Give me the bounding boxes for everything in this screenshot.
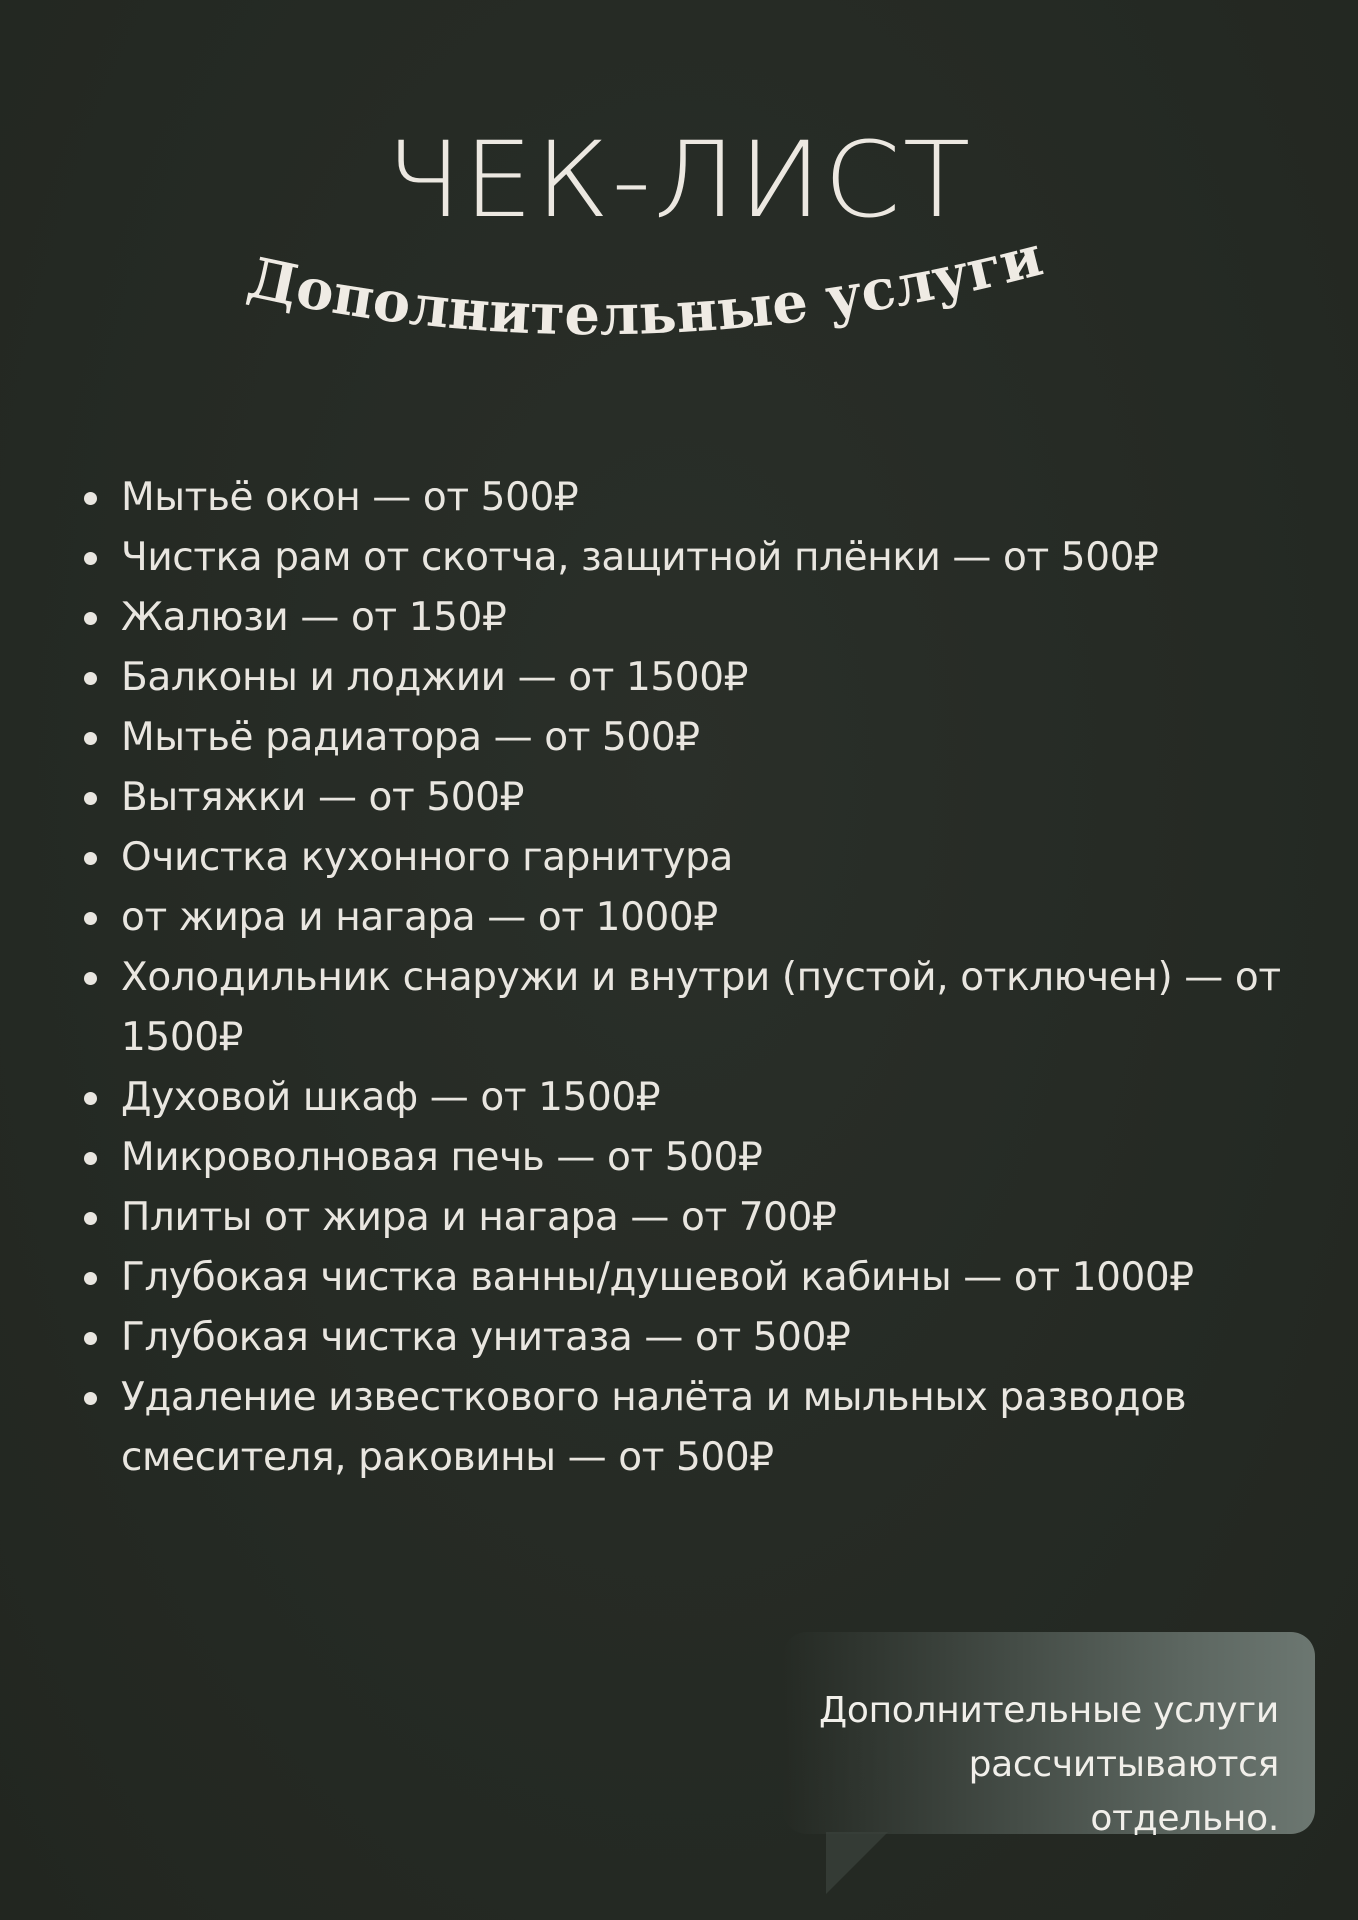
- service-label: Удаление известкового налёта и мыльных разводов смесителя, раковины — от 500₽: [121, 1375, 1187, 1480]
- service-label: Мытьё окон — от 500₽: [121, 475, 579, 520]
- bullet-icon: [84, 1272, 97, 1285]
- bullet-icon: [84, 732, 97, 745]
- bullet-icon: [84, 1152, 97, 1165]
- bullet-icon: [84, 912, 97, 925]
- list-item: [78, 948, 1338, 1068]
- subtitle-arc-text: Дополнительные услуги: [242, 222, 1049, 349]
- list-item: [78, 1368, 1338, 1488]
- bullet-icon: [84, 1212, 97, 1225]
- bullet-icon: [84, 552, 97, 565]
- service-label: Жалюзи — от 150₽: [121, 595, 507, 640]
- bullet-icon: [84, 852, 97, 865]
- note-line: Дополнительные услуги: [819, 1690, 1279, 1731]
- list-item: [78, 708, 1338, 768]
- service-label: Холодильник снаружи и внутри (пустой, отключен) — от 1500₽: [121, 955, 1281, 1060]
- list-item: [78, 1188, 1338, 1248]
- service-label: Очистка кухонного гарнитура: [121, 835, 733, 880]
- note-bubble: [783, 1632, 1315, 1839]
- note-line: рассчитываются отдельно.: [968, 1744, 1279, 1839]
- service-label: Духовой шкаф — от 1500₽: [121, 1075, 661, 1120]
- list-item: [78, 648, 1338, 708]
- service-label: Глубокая чистка ванны/душевой кабины — от 1000₽: [121, 1255, 1194, 1300]
- list-item: [78, 1128, 1338, 1188]
- bullet-icon: [84, 972, 97, 985]
- list-item: [78, 528, 1338, 588]
- bullet-icon: [84, 672, 97, 685]
- list-item: [78, 768, 1338, 828]
- bullet-icon: [84, 792, 97, 805]
- bullet-icon: [84, 1332, 97, 1345]
- bullet-icon: [84, 612, 97, 625]
- service-label: Микроволновая печь — от 500₽: [121, 1135, 763, 1180]
- bullet-icon: [84, 1092, 97, 1105]
- service-label: Глубокая чистка унитаза — от 500₽: [121, 1315, 851, 1360]
- list-item: [78, 588, 1338, 648]
- note-text: [799, 1684, 1279, 1846]
- service-label: от жира и нагара — от 1000₽: [121, 895, 718, 940]
- list-item: [78, 828, 1338, 888]
- subtitle-text: [242, 223, 1049, 348]
- list-item: [78, 468, 1338, 528]
- page-title: ЧЕК-ЛИСТ: [385, 119, 973, 241]
- list-item: [78, 1068, 1338, 1128]
- list-item: [78, 888, 1338, 948]
- bullet-icon: [84, 492, 97, 505]
- page-subtitle: [230, 215, 1130, 355]
- service-label: Чистка рам от скотча, защитной плёнки — от 500₽: [121, 535, 1159, 580]
- list-item: [78, 1248, 1338, 1308]
- list-item: [78, 1308, 1338, 1368]
- service-label: Вытяжки — от 500₽: [121, 775, 524, 820]
- service-label: Плиты от жира и нагара — от 700₽: [121, 1195, 837, 1240]
- service-label: Мытьё радиатора — от 500₽: [121, 715, 700, 760]
- bullet-icon: [84, 1392, 97, 1405]
- services-list: [78, 468, 1338, 1488]
- service-label: Балконы и лоджии — от 1500₽: [121, 655, 749, 700]
